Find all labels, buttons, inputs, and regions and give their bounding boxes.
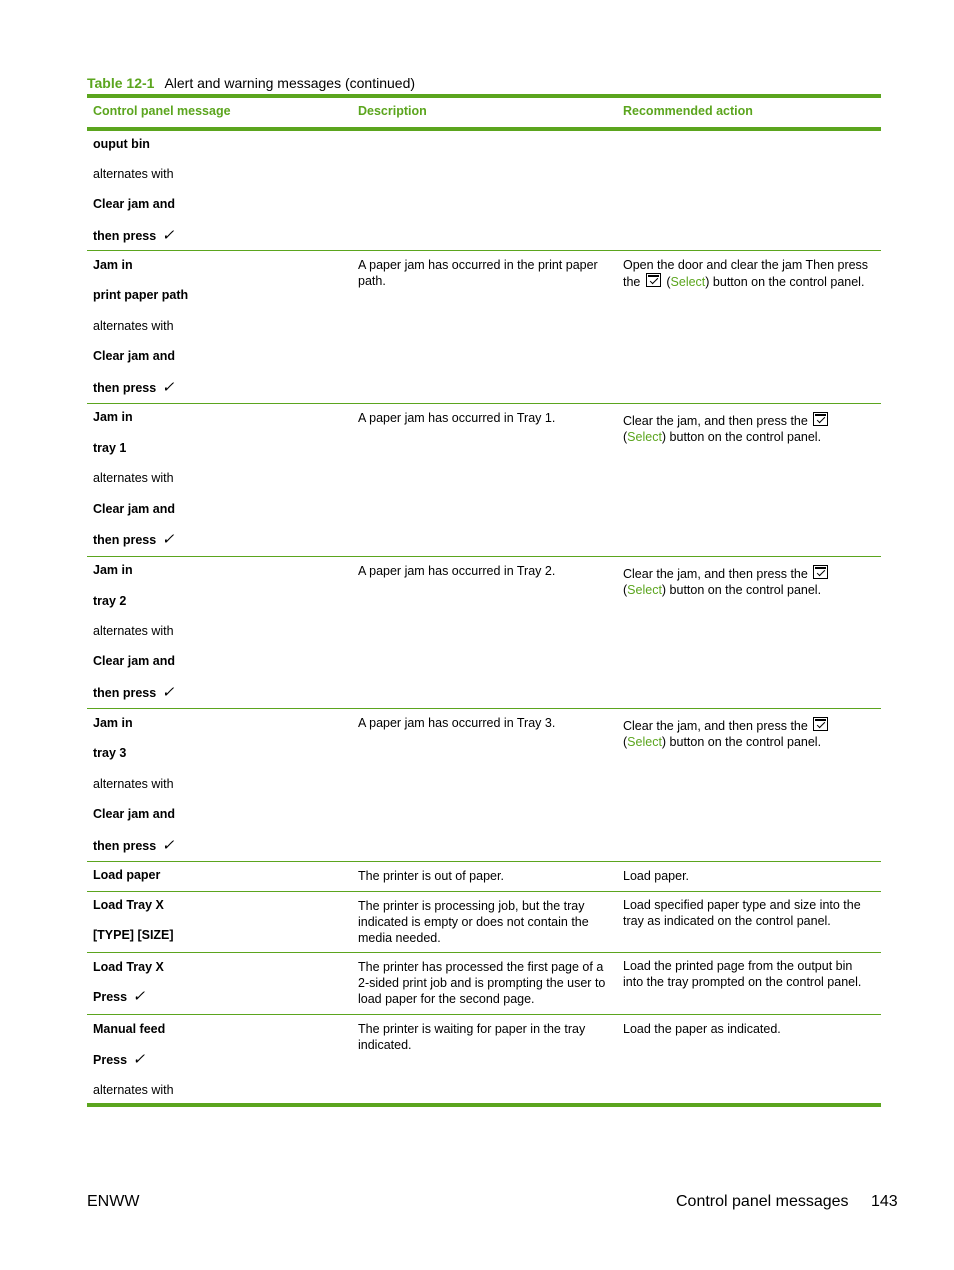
control-panel-message-line [93,806,175,822]
control-panel-message-line [93,685,174,701]
table-row [87,556,881,701]
control-panel-message-line [93,136,150,152]
action-paren: ( [623,430,628,444]
message-text: alternates with [93,167,174,181]
description-cell: A paper jam has occurred in the print paper path. [358,258,598,288]
table-number: Table 12-1 [87,75,155,91]
header-description: Description [358,104,427,118]
control-panel-message-line [93,440,126,456]
select-button-label: Select [627,583,662,597]
recommended-action-cell: Load the paper as indicated. [623,1022,781,1036]
message-text: then press [93,533,157,547]
message-text: then press [93,686,157,700]
message-text: alternates with [93,319,174,333]
checkmark-icon: ✓ [132,1051,146,1068]
action-paren: ( [623,735,628,749]
table-row [87,891,881,945]
message-text: alternates with [93,777,174,791]
message-text: Clear jam and [93,807,175,821]
message-text: alternates with [93,471,174,485]
control-panel-message-line [93,470,174,486]
table-title: Alert and warning messages (continued) [164,75,416,91]
description-cell: A paper jam has occurred in Tray 1. [358,411,556,425]
control-panel-message-line [93,745,126,761]
control-panel-message-line [93,959,164,975]
message-text: Jam in [93,258,133,272]
control-panel-message-line [93,501,175,517]
control-panel-message-line [93,228,174,244]
control-panel-message-line [93,409,133,425]
action-text: Open the door and clear the jam Then press the [623,258,869,289]
control-panel-message-line [93,653,175,669]
message-text: Load paper [93,868,161,882]
message-text: Clear jam and [93,654,175,668]
select-checkmark-icon [646,273,661,287]
control-panel-message-line [93,989,145,1005]
select-checkmark-icon [813,412,828,426]
control-panel-message-line [93,623,174,639]
action-paren: ( [623,583,628,597]
message-text: Jam in [93,563,133,577]
control-panel-message-line [93,776,174,792]
description-cell: A paper jam has occurred in Tray 3. [358,716,556,730]
message-text: print paper path [93,288,189,302]
table-caption [87,75,415,91]
table-bottom-rule [87,1103,881,1107]
table-row [87,403,881,548]
action-paren: ( [666,275,671,289]
checkmark-icon: ✓ [161,837,175,854]
message-text: alternates with [93,624,174,638]
table-row [87,250,881,396]
message-text: tray 3 [93,746,127,760]
message-text: ouput bin [93,137,150,151]
message-text: Load Tray X [93,898,164,912]
header-recommended-action: Recommended action [623,104,753,118]
checkmark-icon: ✓ [132,988,146,1005]
control-panel-message-line [93,348,175,364]
action-text: Clear the jam, and then press the [623,567,808,581]
message-text: then press [93,381,157,395]
message-text: Press [93,990,128,1004]
description-cell: The printer has processed the first page of a 2-sided print job and is prompting the user to load paper for the second page. [358,960,606,1006]
table-row [87,1014,881,1097]
control-panel-message-line [93,897,164,913]
action-text: Clear the jam, and then press the [623,414,808,428]
message-text: [TYPE] [SIZE] [93,928,174,942]
select-button-label: Select [627,735,662,749]
footer-section: Control panel messages [676,1193,849,1210]
message-text: tray 1 [93,441,127,455]
footer-page-number: 143 [871,1193,898,1210]
select-checkmark-icon [813,565,828,579]
footer-left: ENWW [87,1193,140,1210]
action-text: ) button on the control panel. [705,275,865,289]
control-panel-message-line [93,838,174,854]
header-control-panel-message: Control panel message [93,104,231,118]
recommended-action-cell [623,717,875,750]
recommended-action-cell [623,565,875,598]
checkmark-icon: ✓ [161,684,175,701]
message-text: then press [93,839,157,853]
table-top-rule [87,94,881,98]
control-panel-message-line [93,196,175,212]
action-text: ) button on the control panel. [661,430,822,444]
control-panel-message-line [93,1021,165,1037]
message-text: Clear jam and [93,349,175,363]
table-header-rule [87,127,881,131]
control-panel-message-line [93,715,133,731]
control-panel-message-line [93,532,174,548]
select-button-label: Select [670,275,706,289]
select-checkmark-icon [813,717,828,731]
description-cell: The printer is processing job, but the tray indicated is empty or does not contain the media needed. [358,899,589,945]
control-panel-message-line [93,927,174,943]
message-text: Jam in [93,716,133,730]
control-panel-message-line [93,562,133,578]
message-text: Clear jam and [93,197,175,211]
checkmark-icon: ✓ [161,531,175,548]
message-text: Clear jam and [93,502,175,516]
recommended-action-cell [623,257,875,290]
message-text: Jam in [93,410,133,424]
message-text: Manual feed [93,1022,166,1036]
select-button-label: Select [627,430,662,444]
control-panel-message-line [93,318,174,334]
control-panel-message-line [93,257,133,273]
action-text: ) button on the control panel. [661,735,822,749]
description-cell: A paper jam has occurred in Tray 2. [358,564,556,578]
control-panel-message-line [93,1082,174,1098]
recommended-action-cell: Load the printed page from the output bin into the tray prompted on the control panel. [623,959,862,989]
recommended-action-cell: Load paper. [623,869,690,883]
message-text: then press [93,229,157,243]
control-panel-message-line [93,166,174,182]
table-row [87,952,881,1006]
message-text: alternates with [93,1083,174,1097]
message-text: tray 2 [93,594,127,608]
control-panel-message-line [93,1052,145,1068]
table-row [87,861,881,883]
recommended-action-cell: Load specified paper type and size into the tray as indicated on the control panel. [623,898,861,928]
action-text: Clear the jam, and then press the [623,719,808,733]
message-text: Press [93,1053,128,1067]
control-panel-message-line [93,287,188,303]
recommended-action-cell [623,412,875,445]
control-panel-message-line [93,867,160,883]
control-panel-message-line [93,380,174,396]
checkmark-icon: ✓ [161,379,175,396]
table-row [87,708,881,854]
description-cell: The printer is waiting for paper in the tray indicated. [358,1022,586,1052]
control-panel-message-line [93,593,126,609]
checkmark-icon: ✓ [161,227,175,244]
message-text: Load Tray X [93,960,164,974]
action-text: ) button on the control panel. [661,583,822,597]
description-cell: The printer is out of paper. [358,869,504,883]
